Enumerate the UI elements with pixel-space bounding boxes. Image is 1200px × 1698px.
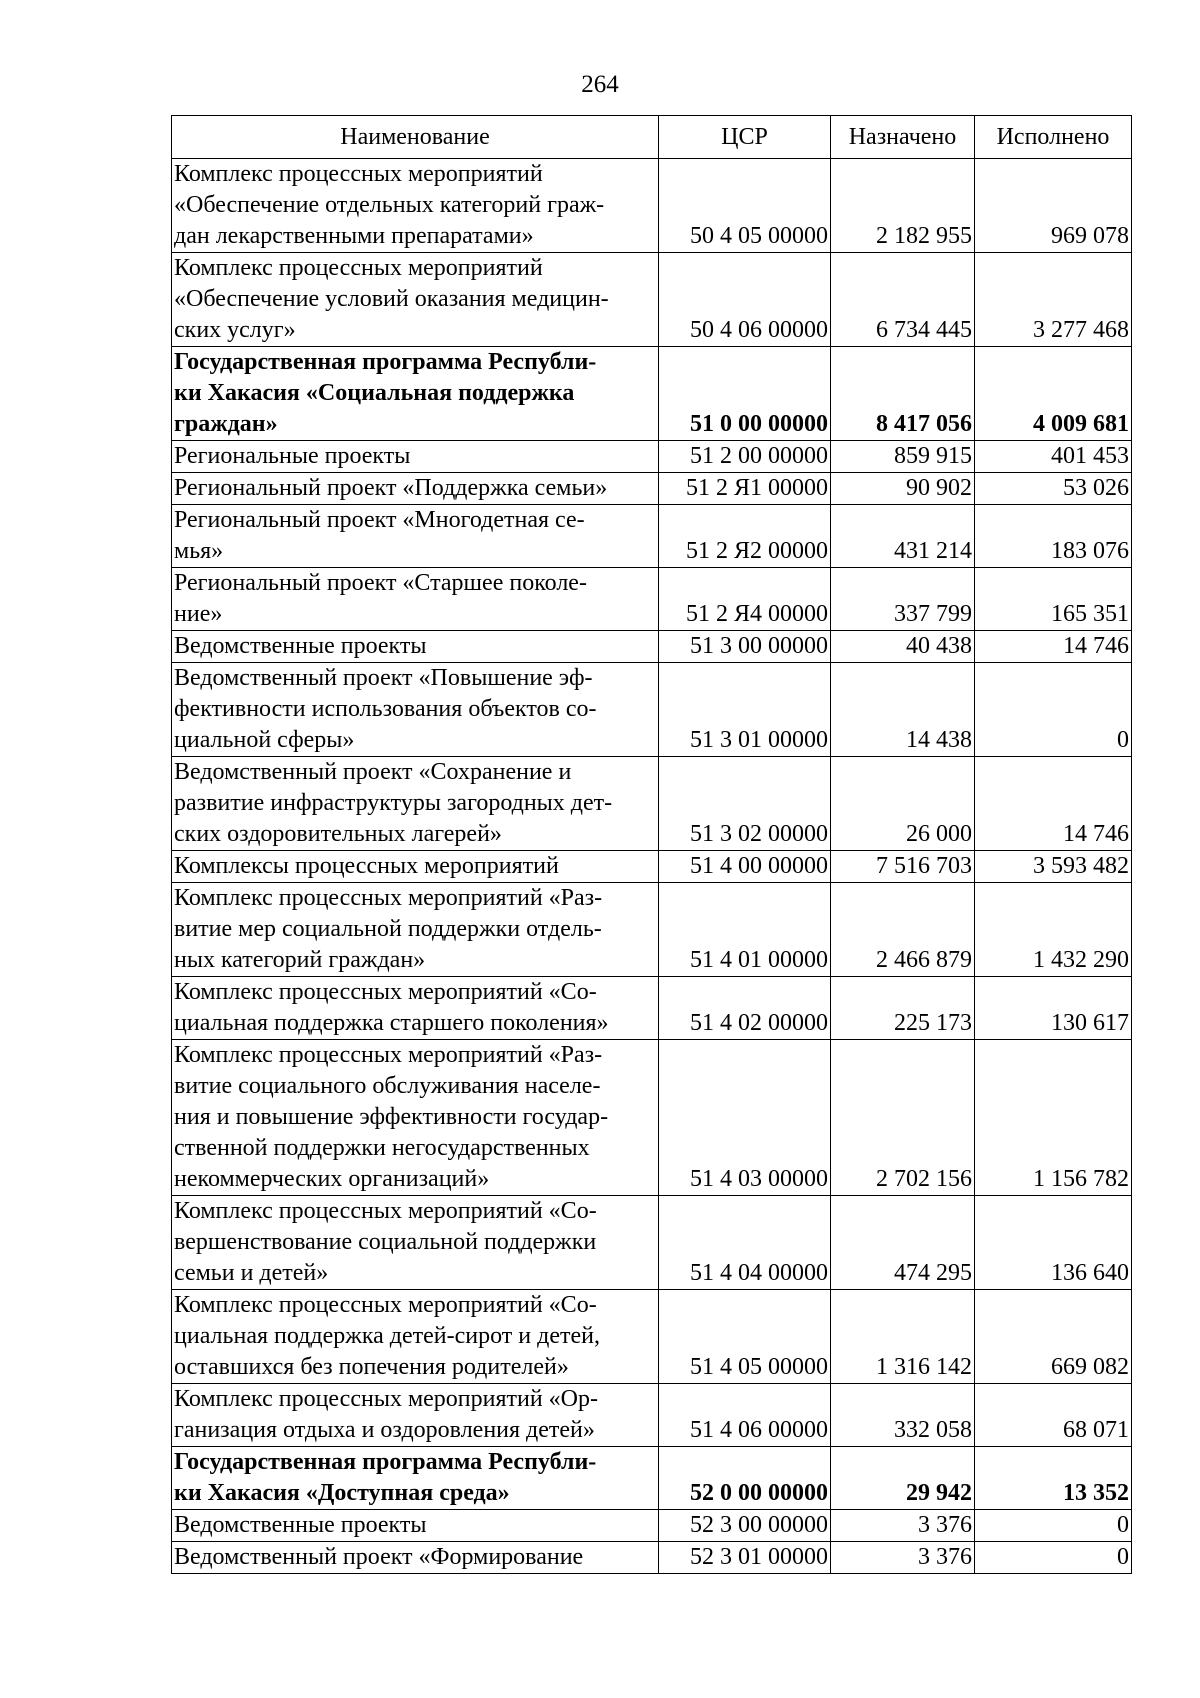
table-row xyxy=(172,1040,1132,1196)
row-assigned: 431 214 xyxy=(831,505,975,568)
row-csr: 51 3 01 00000 xyxy=(659,663,831,757)
row-name-line: ганизация отдыха и оздоровления детей» xyxy=(174,1417,595,1443)
header-executed: Исполнено xyxy=(975,116,1132,159)
row-name-line: Государственная программа Республи- xyxy=(174,1449,597,1475)
table-row xyxy=(172,441,1132,473)
table-row xyxy=(172,883,1132,977)
row-csr: 52 0 00 00000 xyxy=(659,1447,831,1510)
row-csr: 51 4 02 00000 xyxy=(659,977,831,1040)
row-name-line: ских оздоровительных лагерей» xyxy=(174,821,502,847)
row-csr: 51 4 04 00000 xyxy=(659,1196,831,1290)
row-name-line: Комплекс процессных мероприятий «Со- xyxy=(174,1198,597,1224)
row-assigned: 3 376 xyxy=(831,1510,975,1542)
row-name xyxy=(172,159,659,253)
row-name-line: Комплекс процессных мероприятий «Раз- xyxy=(174,1042,603,1068)
row-csr: 52 3 00 00000 xyxy=(659,1510,831,1542)
row-executed: 3 593 482 xyxy=(975,851,1132,883)
row-name xyxy=(172,631,659,663)
row-executed: 969 078 xyxy=(975,159,1132,253)
table-body xyxy=(172,159,1132,1574)
row-csr: 51 4 00 00000 xyxy=(659,851,831,883)
table-row xyxy=(172,631,1132,663)
row-name xyxy=(172,441,659,473)
row-assigned: 474 295 xyxy=(831,1196,975,1290)
table-row xyxy=(172,977,1132,1040)
table-row xyxy=(172,505,1132,568)
row-csr: 50 4 05 00000 xyxy=(659,159,831,253)
row-executed: 14 746 xyxy=(975,631,1132,663)
row-name-line: витие мер социальной поддержки отдель- xyxy=(174,916,602,942)
row-executed: 1 432 290 xyxy=(975,883,1132,977)
row-name-line: Комплекс процессных мероприятий xyxy=(174,255,543,281)
table-row xyxy=(172,1542,1132,1574)
row-assigned: 1 316 142 xyxy=(831,1290,975,1384)
row-csr: 51 2 Я1 00000 xyxy=(659,473,831,505)
table-row xyxy=(172,253,1132,347)
row-name-line: развитие инфраструктуры загородных дет- xyxy=(174,790,613,816)
row-executed: 136 640 xyxy=(975,1196,1132,1290)
row-name xyxy=(172,505,659,568)
row-assigned: 40 438 xyxy=(831,631,975,663)
row-assigned: 7 516 703 xyxy=(831,851,975,883)
row-csr: 51 2 Я2 00000 xyxy=(659,505,831,568)
row-name-line: Комплекс процессных мероприятий «Ор- xyxy=(174,1386,599,1412)
row-csr: 51 3 02 00000 xyxy=(659,757,831,851)
table-row xyxy=(172,1447,1132,1510)
table-header-row xyxy=(172,116,1132,159)
row-name-line: Ведомственные проекты xyxy=(174,1512,427,1538)
row-name-line: граждан» xyxy=(174,411,278,437)
row-assigned: 859 915 xyxy=(831,441,975,473)
row-executed: 0 xyxy=(975,1510,1132,1542)
row-assigned: 8 417 056 xyxy=(831,347,975,441)
row-csr: 50 4 06 00000 xyxy=(659,253,831,347)
row-name-line: ния и повышение эффективности государ- xyxy=(174,1104,609,1130)
header-csr: ЦСР xyxy=(659,116,831,159)
table-row xyxy=(172,663,1132,757)
row-name xyxy=(172,1447,659,1510)
row-name-line: вершенствование социальной поддержки xyxy=(174,1229,597,1255)
row-name xyxy=(172,663,659,757)
row-executed: 669 082 xyxy=(975,1290,1132,1384)
row-csr: 51 4 03 00000 xyxy=(659,1040,831,1196)
row-name-line: Ведомственные проекты xyxy=(174,633,427,659)
row-assigned: 332 058 xyxy=(831,1384,975,1447)
row-assigned: 2 182 955 xyxy=(831,159,975,253)
row-executed: 13 352 xyxy=(975,1447,1132,1510)
row-name xyxy=(172,1290,659,1384)
row-assigned: 29 942 xyxy=(831,1447,975,1510)
row-name-line: Ведомственный проект «Сохранение и xyxy=(174,759,572,785)
row-name-line: «Обеспечение условий оказания медицин- xyxy=(174,286,609,312)
row-name xyxy=(172,883,659,977)
row-name-line: циальная поддержка детей-сирот и детей, xyxy=(174,1323,600,1349)
row-name-line: Региональный проект «Поддержка семьи» xyxy=(174,475,608,501)
row-name xyxy=(172,977,659,1040)
row-csr: 51 3 00 00000 xyxy=(659,631,831,663)
row-name-line: Государственная программа Республи- xyxy=(174,349,597,375)
row-name-line: ние» xyxy=(174,601,223,627)
row-csr: 51 4 06 00000 xyxy=(659,1384,831,1447)
row-executed: 14 746 xyxy=(975,757,1132,851)
row-name-line: ственной поддержки негосударственных xyxy=(174,1135,590,1161)
row-name-line: ных категорий граждан» xyxy=(174,947,426,973)
row-name-line: Комплексы процессных мероприятий xyxy=(174,853,559,879)
table-row xyxy=(172,1290,1132,1384)
row-name xyxy=(172,757,659,851)
row-name-line: Комплекс процессных мероприятий «Раз- xyxy=(174,885,603,911)
row-executed: 3 277 468 xyxy=(975,253,1132,347)
row-name-line: оставшихся без попечения родителей» xyxy=(174,1354,569,1380)
row-csr: 51 4 01 00000 xyxy=(659,883,831,977)
row-name-line: циальная поддержка старшего поколения» xyxy=(174,1010,609,1036)
row-name-line: Ведомственный проект «Формирование xyxy=(174,1544,584,1570)
row-name-line: дан лекарственными препаратами» xyxy=(174,223,534,249)
row-assigned: 90 902 xyxy=(831,473,975,505)
page-number: 264 xyxy=(581,71,619,98)
row-csr: 51 2 00 00000 xyxy=(659,441,831,473)
row-executed: 68 071 xyxy=(975,1384,1132,1447)
row-assigned: 14 438 xyxy=(831,663,975,757)
row-name xyxy=(172,1542,659,1574)
row-name-line: Региональный проект «Старшее поколе- xyxy=(174,570,587,596)
row-assigned: 2 702 156 xyxy=(831,1040,975,1196)
row-csr: 51 0 00 00000 xyxy=(659,347,831,441)
row-name xyxy=(172,1510,659,1542)
row-name-line: Региональные проекты xyxy=(174,443,411,469)
row-csr: 51 2 Я4 00000 xyxy=(659,568,831,631)
row-name-line: Комплекс процессных мероприятий «Со- xyxy=(174,1292,597,1318)
row-assigned: 26 000 xyxy=(831,757,975,851)
table-row xyxy=(172,568,1132,631)
row-name-line: Комплекс процессных мероприятий «Со- xyxy=(174,979,597,1005)
row-name xyxy=(172,1040,659,1196)
row-assigned: 337 799 xyxy=(831,568,975,631)
row-executed: 1 156 782 xyxy=(975,1040,1132,1196)
row-name-line: ских услуг» xyxy=(174,317,296,343)
row-name xyxy=(172,1384,659,1447)
row-executed: 183 076 xyxy=(975,505,1132,568)
table-row xyxy=(172,1384,1132,1447)
row-name-line: семьи и детей» xyxy=(174,1260,329,1286)
row-name xyxy=(172,347,659,441)
row-name-line: циальной сферы» xyxy=(174,727,355,753)
table-row xyxy=(172,757,1132,851)
row-executed: 165 351 xyxy=(975,568,1132,631)
row-executed: 0 xyxy=(975,663,1132,757)
row-name xyxy=(172,473,659,505)
row-executed: 401 453 xyxy=(975,441,1132,473)
table-row xyxy=(172,347,1132,441)
row-assigned: 3 376 xyxy=(831,1542,975,1574)
table-row xyxy=(172,1510,1132,1542)
row-name-line: «Обеспечение отдельных категорий граж- xyxy=(174,192,605,218)
row-name-line: Региональный проект «Многодетная се- xyxy=(174,507,585,533)
row-name-line: ки Хакасия «Доступная среда» xyxy=(174,1480,510,1506)
row-csr: 52 3 01 00000 xyxy=(659,1542,831,1574)
row-name xyxy=(172,253,659,347)
row-name xyxy=(172,1196,659,1290)
table-row xyxy=(172,1196,1132,1290)
row-name-line: некоммерческих организаций» xyxy=(174,1166,490,1192)
row-executed: 0 xyxy=(975,1542,1132,1574)
row-assigned: 225 173 xyxy=(831,977,975,1040)
header-assigned: Назначено xyxy=(831,116,975,159)
row-name-line: витие социального обслуживания населе- xyxy=(174,1073,601,1099)
row-name-line: фективности использования объектов со- xyxy=(174,696,597,722)
row-name-line: ки Хакасия «Социальная поддержка xyxy=(174,380,575,406)
row-executed: 53 026 xyxy=(975,473,1132,505)
row-executed: 130 617 xyxy=(975,977,1132,1040)
table-row xyxy=(172,159,1132,253)
row-assigned: 6 734 445 xyxy=(831,253,975,347)
row-name xyxy=(172,568,659,631)
row-name xyxy=(172,851,659,883)
row-csr: 51 4 05 00000 xyxy=(659,1290,831,1384)
budget-table xyxy=(171,115,1132,1574)
row-name-line: Ведомственный проект «Повышение эф- xyxy=(174,665,593,691)
table-row xyxy=(172,473,1132,505)
row-name-line: мья» xyxy=(174,538,224,564)
row-executed: 4 009 681 xyxy=(975,347,1132,441)
row-assigned: 2 466 879 xyxy=(831,883,975,977)
row-name-line: Комплекс процессных мероприятий xyxy=(174,161,543,187)
table-row xyxy=(172,851,1132,883)
header-name: Наименование xyxy=(172,116,659,159)
